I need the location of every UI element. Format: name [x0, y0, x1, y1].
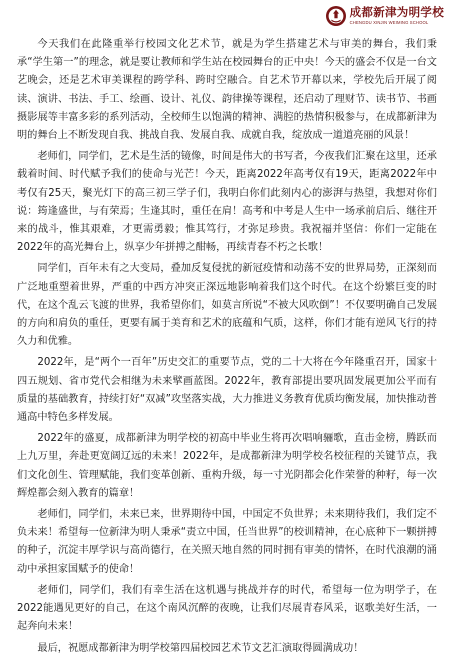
paragraph-8: 最后，祝愿成都新津为明学校第四届校园艺术节文艺汇演取得圆满成功！: [37, 642, 364, 654]
paragraph-6: 老师们，同学们，未来已来，世界期待中国，中国定不负世界；未来期待我们，我们定不负未来！希望每一位新津为明人秉承“责立中国，任当世界”的校训精神，在心底种下一颗拼搏的种子，沉淀丰厚学识与高尚德行，在关照天地自然的同时拥有审美的情怀，在时代浪潮的涌动中承担家国赋予的使命！: [17, 509, 437, 575]
school-logo: [325, 5, 444, 27]
school-name: 成都新津为明学校: [349, 5, 444, 20]
paragraph-4: 2022年，是“两个一百年”历史交汇的重要节点，党的二十大将在今年隆重召开，国家十四五规划、省市党代会相继为未来擘画蓝图。2022年，教育部提出要巩固发展更加公平而有质量的基础教育，持续打好“双减”攻坚落实战，大力推进义务教育优质均衡发展，加快推动普通高中特色多样发展。: [17, 357, 437, 424]
school-english-name: CHENGDU XINJIN WEIMING SCHOOL: [349, 19, 429, 25]
paragraph-1: 今天我们在此隆重举行校园文化艺术节，就是为学生搭建艺术与审美的舞台，我们秉承“学生第一”的理念，就是要让教师和学生站在校园舞台的正中央！今天的盛会不仅是一台文艺晚会，还是艺术审美课程的跨学科、跨时空融合。自艺术节开幕以来，学校先后开展了阅读、演讲、书法、手工、绘画、设计、礼仪、韵律操等课程，还启动了理财节、读书节、书画摄影展等丰富多彩的系列活动，全校师生以饱满的精神、满腔的热情积极参与，在成都新津为明的舞台上不断发现自我、挑战自我、发展自我、成就自我，绽放成一道道亮丽的风景！: [17, 39, 437, 142]
speech-body: [17, 36, 437, 661]
logo-text-block: [350, 7, 444, 25]
paragraph-7: 老师们，同学们，我们有幸生活在这机遇与挑战并存的时代，希望每一位为明学子，在2022能遇见更好的自己，在这个南风沉醉的夜晚，让我们尽展青春风采，讴歌美好生活，一起奔向未来！: [17, 584, 437, 633]
paragraph-3: 同学们，百年未有之大变局，叠加反复侵扰的新冠疫情和动荡不安的世界局势，正深刻而广泛地重塑着世界，严重的中西方冲突正深远地影响着我们这个时代。在这个纷繁巨变的时代，在这个乱云飞渡的世界，我希望你们，如莫言所说“不被大风吹倒”！不仅要明确自己发展的方向和肩负的重任，更要有属于美育和艺术的底蕴和气质，这样，你们才能有逆风飞行的持久力和优雅。: [17, 263, 437, 348]
paragraph-2: 老师们，同学们，艺术是生活的镜像，时间是伟大的书写者，今夜我们汇聚在这里，还承载着时间、时代赋予我们的使命与光芒！今天，距离2022年高考仅有19天，距离2022年中考仅有25天，聚光灯下的高三初三学子们，我明白你们此刻内心的澎湃与热望，我想对你们说：筠逢盛世，与有荣焉；生逢其时，重任在肩！高考和中考是人生中一场承前启后、继往开来的战斗，惟其艰难，才更需勇毅；惟其笃行，才弥足珍贵。我祝福并坚信：你们一定能在2022年的高光舞台上，纵享少年拼搏之酣畅，再续青春不朽之长歌！: [17, 151, 437, 254]
school-emblem-icon: [325, 5, 347, 27]
paragraph-5: 2022年的盛夏，成都新津为明学校的初高中毕业生将再次唱响骊歌，直击金榜，腾跃而上九万里，奔赴更宽阔辽远的未来！2022年，是成都新津为明学校名校征程的关键节点，我们文化创生、管理赋能，我们变革创新、重构升级，每一寸光阴都会化作荣誉的种籽，每一次辉煌都会刻入教育的篇章！: [17, 433, 437, 499]
